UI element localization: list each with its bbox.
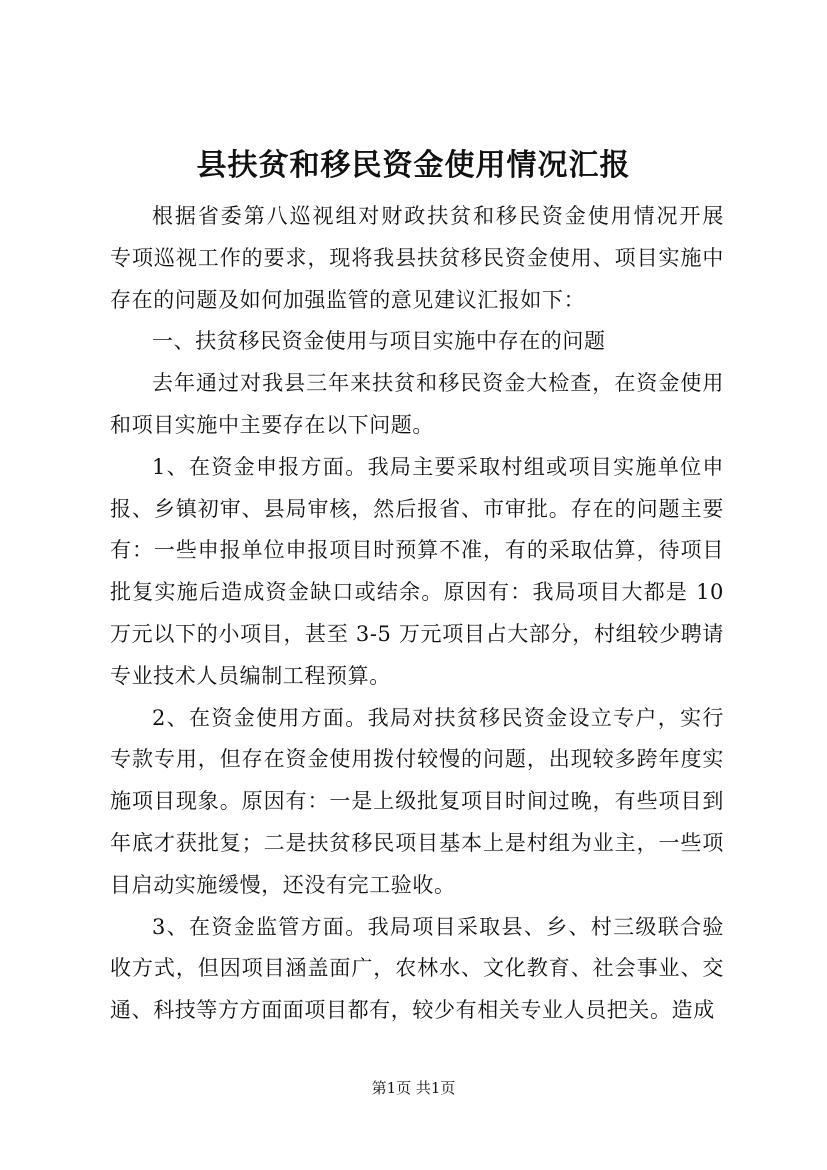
paragraph-line: 根据省委第八巡视组对财政扶贫和移民资金使用情况开展 [152,204,724,228]
paragraph-line: 一、扶贫移民资金使用与项目实施中存在的问题 [152,329,606,354]
paragraph-line: 存在的问题及如何加强监管的意见建议汇报如下： [110,287,586,312]
paragraph-line: 目启动实施缓慢，还没有完工验收。 [110,872,456,897]
paragraph-line: 专款专用，但存在资金使用拨付较慢的问题，出现较多跨年度实 [110,747,724,772]
paragraph-line: 年底才获批复；二是扶贫移民项目基本上是村组为业主，一些项 [110,830,724,855]
paragraph [110,698,724,907]
paragraph-line: 1、在资金申报方面。我局主要采取村组或项目实施单位申 [152,454,724,479]
paragraph [110,447,724,698]
page-footer: 第1页 共1页 [371,1079,456,1097]
paragraph-line: 去年通过对我县三年来扶贫和移民资金大检查，在资金使用 [152,371,724,396]
paragraph [110,196,724,321]
document-body [110,196,724,1032]
paragraph-line: 收方式，但因项目涵盖面广，农林水、文化教育、社会事业、交 [110,956,724,981]
paragraph [110,363,724,447]
document-title: 县扶贫和移民资金使用情况汇报 [196,148,631,183]
paragraph-line: 有：一些申报单位申报项目时预算不准，有的采取估算，待项目 [110,538,724,563]
paragraph-line: 3、在资金监管方面。我局项目采取县、乡、村三级联合验 [152,914,724,939]
paragraph-line: 2、在资金使用方面。我局对扶贫移民资金设立专户，实行 [152,705,724,730]
paragraph-line: 通、科技等方方面面项目都有，较少有相关专业人员把关。造成 [110,998,715,1023]
paragraph-line: 报、乡镇初审、县局审核，然后报省、市审批。存在的问题主要 [110,496,724,521]
paragraph [110,321,724,363]
paragraph [110,907,724,1032]
paragraph-line: 施项目现象。原因有：一是上级批复项目时间过晚，有些项目到 [110,789,724,814]
paragraph-line: 万元以下的小项目，甚至 3-5 万元项目占大部分，村组较少聘请 [110,621,724,646]
paragraph-line: 和项目实施中主要存在以下问题。 [110,412,434,437]
paragraph-line: 专项巡视工作的要求，现将我县扶贫移民资金使用、项目实施中 [110,245,724,270]
paragraph-line: 批复实施后造成资金缺口或结余。原因有：我局项目大都是 10 [110,580,724,605]
paragraph-line: 专业技术人员编制工程预算。 [110,663,391,688]
